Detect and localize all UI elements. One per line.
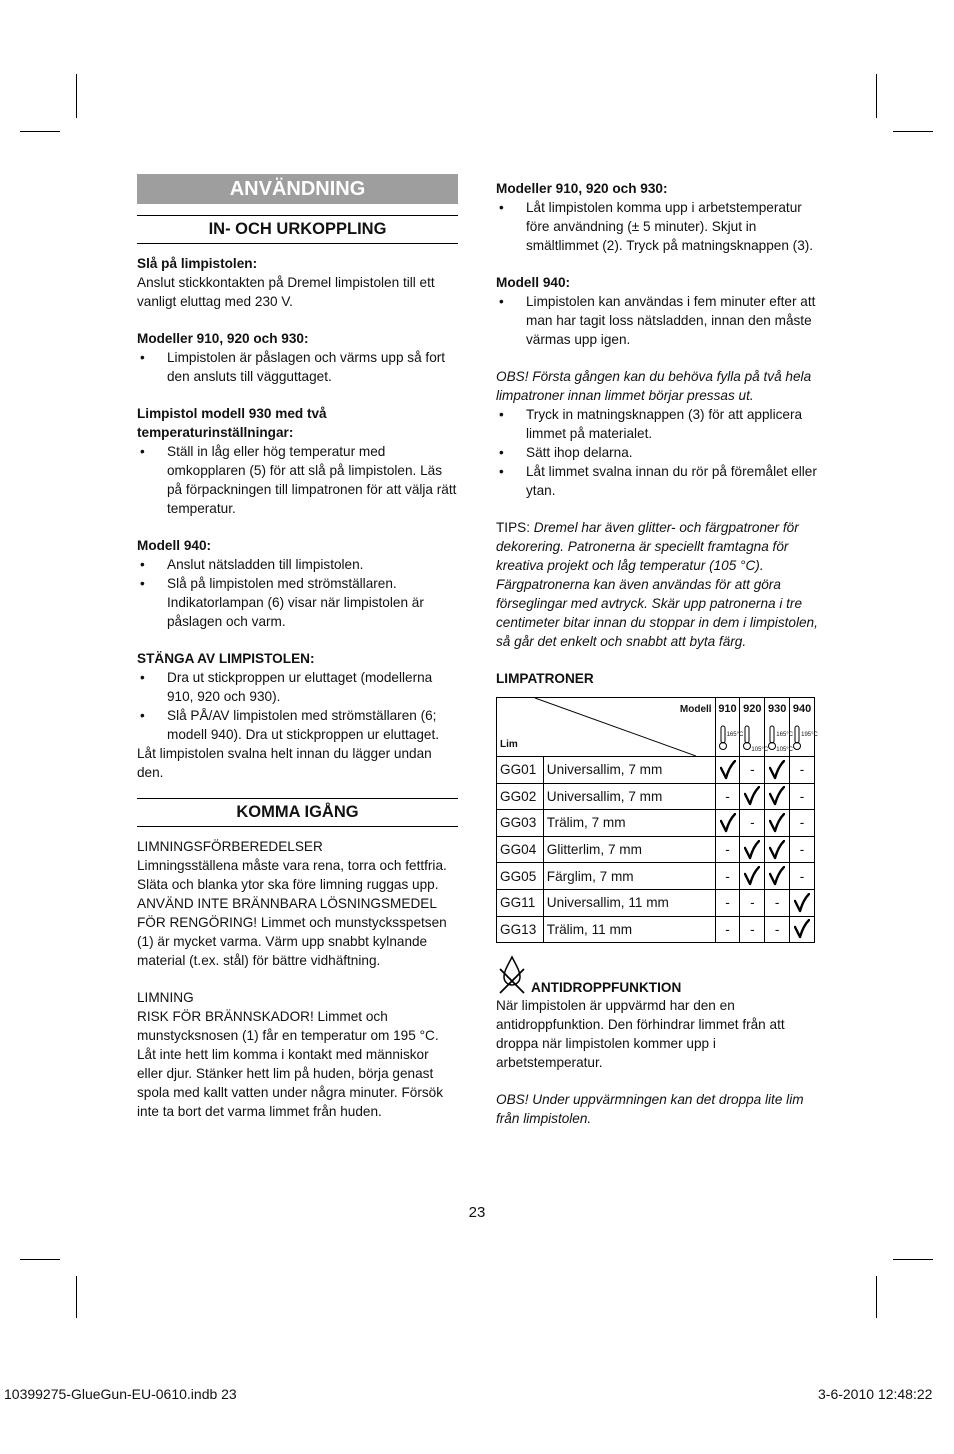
not-compatible-mark: - (740, 810, 765, 837)
check-icon (769, 760, 785, 780)
list-item: • Ställ in låg eller hög temperatur med omkopplaren (5) för att slå på limpistolen. Läs på förpackningen till limpatronen för att välja rätt temperatur. (137, 442, 458, 518)
not-compatible-mark: - (765, 916, 790, 943)
check-icon (769, 866, 785, 886)
table-row (497, 863, 815, 890)
compatible-mark (790, 889, 815, 916)
row-code: GG04 (497, 836, 544, 863)
tips-text: Dremel har även glitter- och färgpatroner för dekorering. Patronerna är speciellt framtagna för kreativa projekt och låg temperatur (105 °C). Färgpatronerna kan även användas för att göra förseglingar med avtryck. Skär upp patronerna i tre centimeter bitar innan du stoppar in dem i limpistolen, så går det enkelt och snabbt att byta färg. (496, 520, 818, 649)
check-icon (720, 760, 736, 780)
temp-label: 195°C (801, 732, 818, 738)
subheading: ANTIDROPPFUNKTION (531, 980, 682, 996)
compatible-mark (790, 916, 815, 943)
crop-mark (76, 74, 77, 118)
model-number: 930 (768, 703, 787, 715)
left-column (137, 174, 458, 1121)
bullet-list (496, 292, 820, 349)
note: OBS! Första gången kan du behöva fylla på två hela limpatroner innan limmet börjar pressas ut. (496, 369, 812, 403)
note: OBS! Under uppvärmningen kan det droppa lite lim från limpistolen. (496, 1092, 804, 1127)
compatible-mark (715, 810, 740, 837)
tips-label: TIPS: (496, 520, 530, 535)
row-name: Färglim, 7 mm (543, 863, 715, 890)
row-code: GG13 (497, 916, 544, 943)
list-item: • Sätt ihop delarna. (496, 443, 820, 462)
subheading: Modeller 910, 920 och 930: (137, 331, 309, 346)
check-icon (794, 893, 810, 913)
not-compatible-mark: - (790, 810, 815, 837)
table-header-row (497, 698, 815, 757)
section-heading: IN- OCH URKOPPLING (137, 215, 458, 244)
diagonal-line (497, 698, 696, 756)
compatible-mark (715, 757, 740, 784)
model-header-930 (765, 698, 794, 757)
not-compatible-mark: - (715, 783, 740, 810)
row-code: GG05 (497, 863, 544, 890)
compatible-mark (765, 783, 790, 810)
check-icon (769, 813, 785, 833)
row-name: Universallim, 11 mm (543, 889, 715, 916)
crop-mark (76, 1276, 77, 1318)
subheading: Modell 940: (137, 538, 212, 553)
bullet-list (496, 405, 820, 500)
check-icon (769, 786, 785, 806)
bullet-list (496, 198, 820, 255)
bullet-list (137, 668, 458, 744)
model-number: 940 (792, 703, 812, 715)
page-number: 23 (468, 1204, 486, 1221)
list-item: • Tryck in matningsknappen (3) för att applicera limmet på materialet. (496, 405, 820, 443)
tips-paragraph (496, 518, 820, 651)
not-compatible-mark: - (790, 783, 815, 810)
not-compatible-mark: - (790, 863, 815, 890)
compatible-mark (765, 863, 790, 890)
list-item: • Limpistolen kan användas i fem minuter efter att man har tagit loss nätsladden, innan den måste värmas upp igen. (496, 292, 820, 349)
row-code: GG01 (497, 757, 544, 784)
compatible-mark (765, 836, 790, 863)
limpatroner-table (496, 697, 818, 943)
table-row (497, 757, 815, 784)
paragraph: RISK FÖR BRÄNNSKADOR! Limmet och munstycksnosen (1) får en temperatur om 195 °C. Låt inte hett lim komma i kontakt med människor eller djur. Stänker hett lim på huden, börja genast spola med kallt vatten under några minuter. Försök inte ta bort det varma limmet från huden. (137, 1009, 444, 1119)
row-name: Universallim, 7 mm (543, 757, 715, 784)
subheading: Modell 940: (496, 275, 571, 290)
paragraph: Anslut stickkontakten på Dremel limpistolen till ett vanligt eluttag med 230 V. (137, 275, 435, 309)
subheading: LIMNINGSFÖRBEREDELSER (137, 839, 323, 854)
check-icon (744, 840, 760, 860)
footer-date: 3-6-2010 12:48:22 (818, 1386, 933, 1402)
model-number: 910 (718, 703, 737, 715)
header-diagonal-cell (497, 698, 716, 757)
check-icon (744, 786, 760, 806)
model-header-910 (715, 698, 744, 757)
not-compatible-mark: - (740, 889, 765, 916)
row-code: GG03 (497, 810, 544, 837)
crop-mark (20, 1259, 60, 1260)
crop-mark (876, 1276, 877, 1318)
row-name: Trälim, 7 mm (543, 810, 715, 837)
footer-file: 10399275-GlueGun-EU-0610.indb 23 (4, 1386, 237, 1402)
row-name: Trälim, 11 mm (543, 916, 715, 943)
list-item: • Slå på limpistolen med strömställaren. Indikatorlampan (6) visar när limpistolen är påslagen och varm. (137, 574, 458, 631)
crop-mark (893, 131, 933, 132)
bullet-list (137, 348, 458, 386)
table-row (497, 836, 815, 863)
paragraph: Låt limpistolen svalna helt innan du lägger undan den. (137, 746, 432, 780)
list-item: • Anslut nätsladden till limpistolen. (137, 555, 458, 574)
model-header-920 (740, 698, 769, 757)
paragraph: Limningsställena måste vara rena, torra och fettfria. Släta och blanka ytor ska före limning ruggas upp. ANVÄND INTE BRÄNNBARA LÖSNINGSMEDEL FÖR RENGÖRING! Limmet och munstycksspetsen (1) är mycket varma. Värm upp snabbt kylnande material (t.ex. stål) för bättre vidhäftning. (137, 858, 447, 968)
not-compatible-mark: - (740, 916, 765, 943)
not-compatible-mark: - (790, 757, 815, 784)
subheading: temperaturinställningar: (137, 425, 294, 440)
table-row (497, 889, 815, 916)
compatible-mark (765, 810, 790, 837)
subheading: LIMPATRONER (496, 671, 594, 686)
lim-label: Lim (500, 739, 518, 750)
temp-label: 105°C (776, 747, 794, 753)
not-compatible-mark: - (790, 836, 815, 863)
paragraph: När limpistolen är uppvärmd har den en antidroppfunktion. Den förhindrar limmet från att droppa när limpistolen kommer upp i arbetstemperatur. (496, 998, 785, 1071)
temp-label: 165°C (726, 732, 744, 738)
antidropp-heading-row (496, 969, 820, 997)
subheading: Slå på limpistolen: (137, 256, 258, 271)
bullet-list (137, 442, 458, 518)
table-row (497, 783, 815, 810)
section-banner: ANVÄNDNING (137, 174, 458, 204)
row-code: GG02 (497, 783, 544, 810)
model-number: 920 (743, 703, 762, 715)
subheading: Modeller 910, 920 och 930: (496, 181, 668, 196)
compatible-mark (740, 783, 765, 810)
row-code: GG11 (497, 889, 544, 916)
not-compatible-mark: - (740, 757, 765, 784)
modell-label: Modell (679, 704, 712, 715)
table-row (497, 916, 815, 943)
subheading: STÄNGA AV LIMPISTOLEN: (137, 651, 315, 666)
compatible-mark (740, 863, 765, 890)
table-row (497, 810, 815, 837)
not-compatible-mark: - (715, 836, 740, 863)
check-icon (769, 840, 785, 860)
crop-mark (893, 1259, 933, 1260)
list-item: • Slå PÅ/AV limpistolen med strömställaren (6; modell 940). Dra ut stickproppen ur eluttaget. (137, 706, 458, 744)
check-icon (720, 813, 736, 833)
bullet-list (137, 555, 458, 631)
check-icon (794, 919, 810, 939)
model-header-940 (790, 698, 818, 757)
crop-mark (876, 74, 877, 118)
subheading: LIMNING (137, 990, 194, 1005)
list-item: • Limpistolen är påslagen och värms upp så fort den ansluts till vägguttaget. (137, 348, 458, 386)
table-body (497, 757, 815, 943)
not-compatible-mark: - (715, 889, 740, 916)
temp-label: 165°C (776, 732, 794, 738)
right-column (496, 179, 820, 1128)
list-item: • Låt limpistolen komma upp i arbetstemperatur före användning (± 5 minuter). Skjut in smältlimmet (2). Tryck på matningsknappen (3). (496, 198, 820, 255)
not-compatible-mark: - (715, 916, 740, 943)
temp-label: 105°C (751, 747, 769, 753)
not-compatible-mark: - (715, 863, 740, 890)
compatible-mark (765, 757, 790, 784)
row-name: Glitterlim, 7 mm (543, 836, 715, 863)
crop-mark (20, 131, 60, 132)
not-compatible-mark: - (765, 889, 790, 916)
compatible-mark (740, 836, 765, 863)
section-heading: KOMMA IGÅNG (137, 798, 458, 827)
list-item: • Låt limmet svalna innan du rör på föremålet eller ytan. (496, 462, 820, 500)
antidrip-icon (497, 955, 527, 997)
check-icon (744, 866, 760, 886)
list-item: • Dra ut stickproppen ur eluttaget (modellerna 910, 920 och 930). (137, 668, 458, 706)
row-name: Universallim, 7 mm (543, 783, 715, 810)
subheading: Limpistol modell 930 med två (137, 406, 327, 421)
